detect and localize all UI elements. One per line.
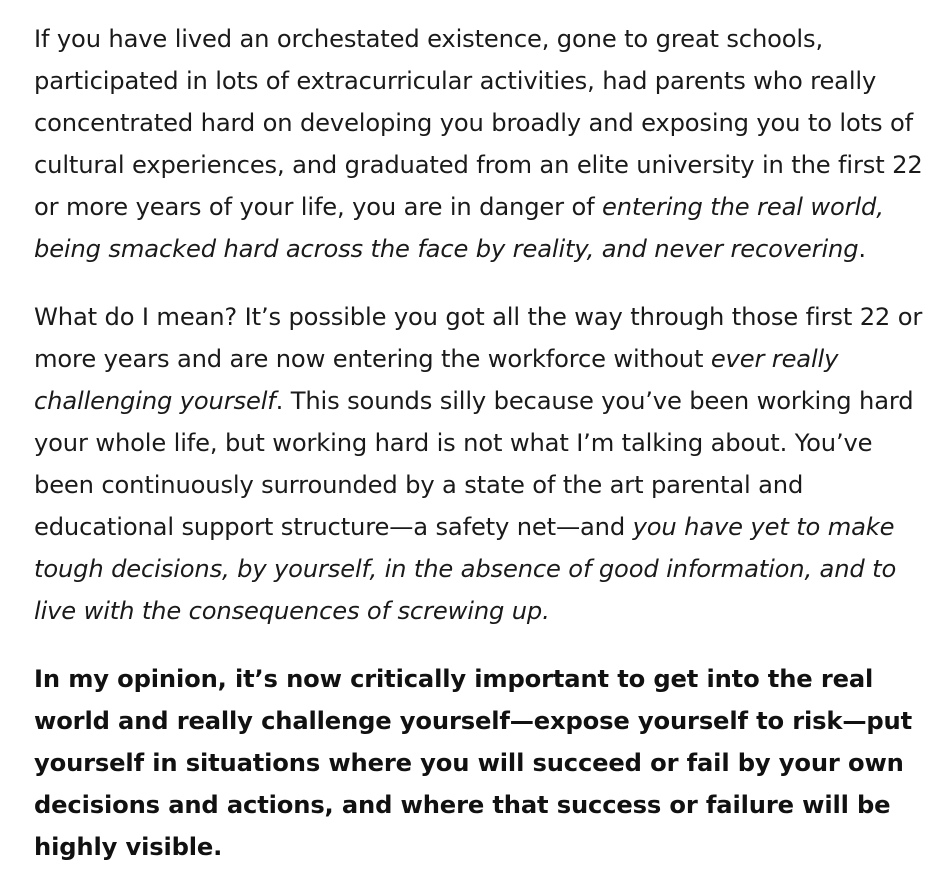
article-body bbox=[34, 18, 934, 894]
paragraph-2-emphasis-1: ever really challenging yourself bbox=[34, 345, 839, 415]
paragraph-1-text: If you have lived an orchestated existence, gone to great schools, participated in lots of extracurricular activities, had parents who really concentrated hard on developing you broadly and exposing you to lots of cultural experiences, and graduated from an elite university in the first 22 or more years of your life, you are in danger of bbox=[34, 25, 923, 221]
paragraph-2-text: What do I mean? It’s possible you got all the way through those first 22 or more years and are now entering the workforce without bbox=[34, 303, 923, 373]
paragraph-1-emphasis: entering the real world, being smacked hard across the face by reality, and never recovering bbox=[34, 193, 884, 263]
paragraph-1-end: . bbox=[858, 235, 866, 263]
paragraph-2-text-2: . This sounds silly because you’ve been working hard your whole life, but working hard is not what I’m talking about. You’ve been continuously surrounded by a state of the art parental and educational support structure—a safety net—and bbox=[34, 387, 914, 541]
paragraph-3-bold-text: In my opinion, it’s now critically important to get into the real world and really challenge yourself—expose yourself to risk—put yourself in situations where you will succeed or fail by your own decisions and actions, and where that success or failure will be highly visible. bbox=[34, 665, 913, 861]
paragraph-1 bbox=[34, 18, 934, 270]
paragraph-3 bbox=[34, 658, 934, 868]
paragraph-2-emphasis-2: you have yet to make tough decisions, by yourself, in the absence of good information, and to live with the consequences of screwing up. bbox=[34, 513, 897, 625]
paragraph-2 bbox=[34, 296, 934, 632]
